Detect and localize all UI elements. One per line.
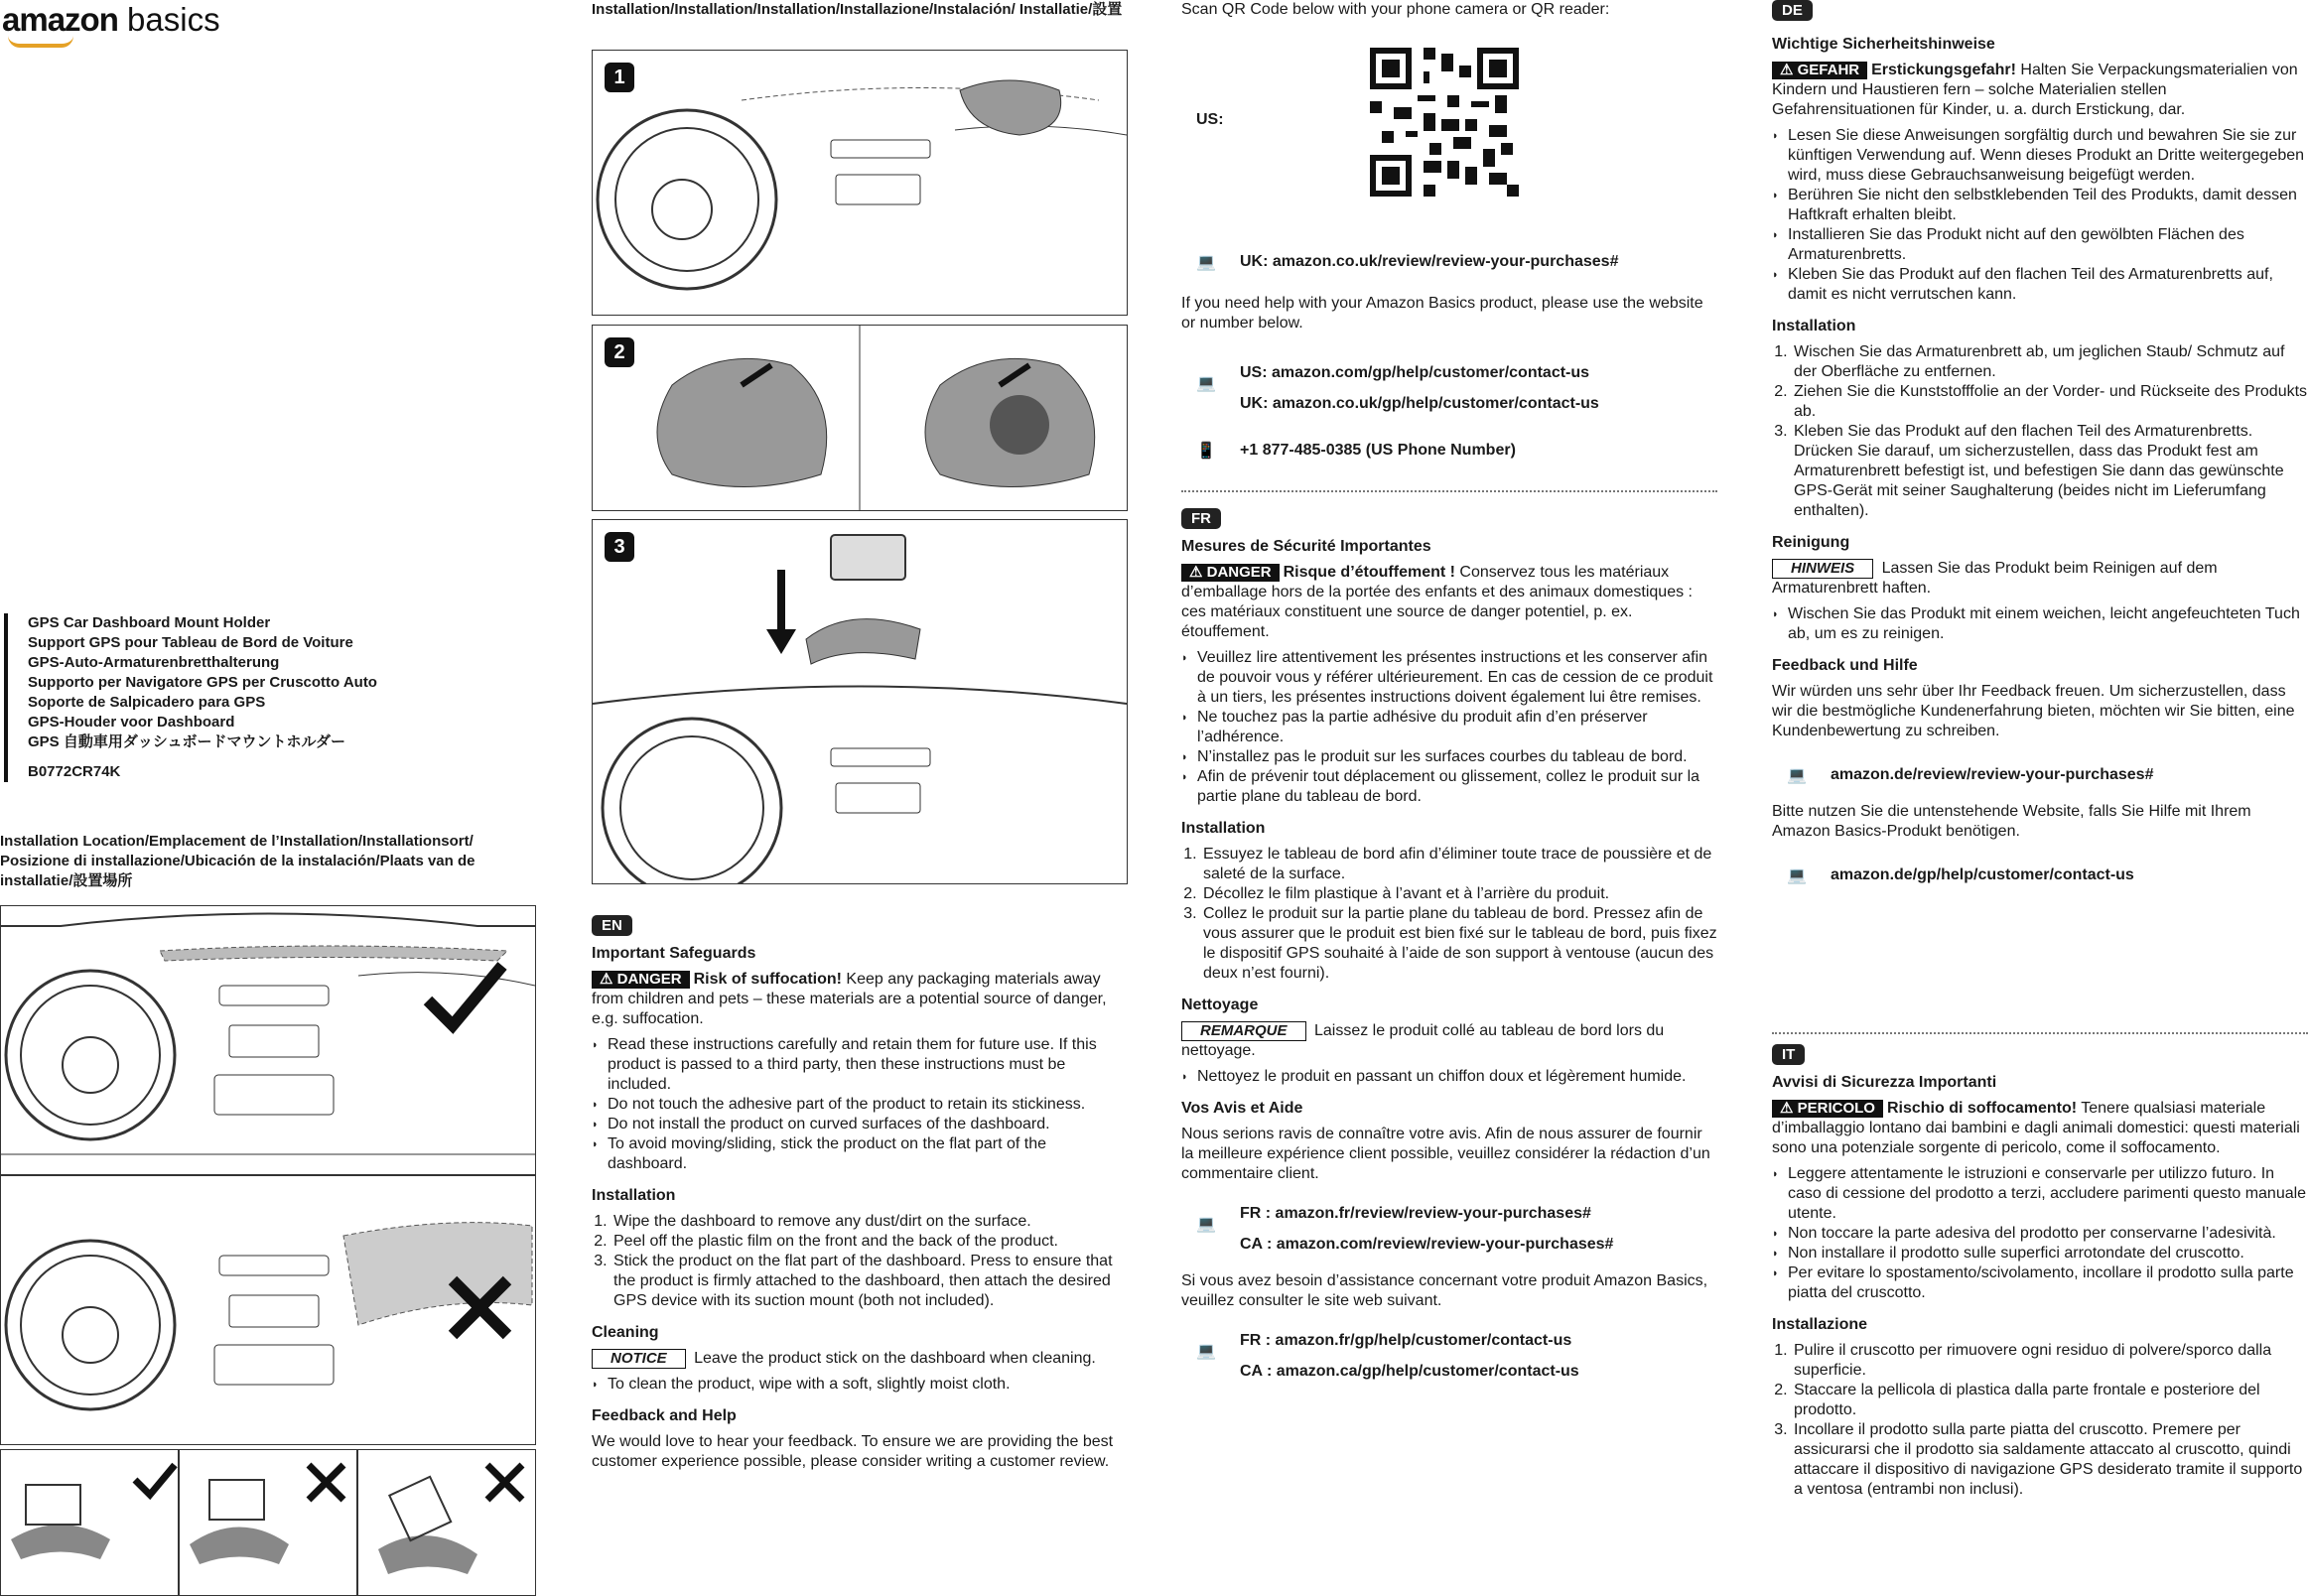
list-item: ◗ Read these instructions carefully and retain them for future use. If this product is passed to a third party, then these instructions must be included. <box>592 1035 1128 1095</box>
laptop-icon: 💻 <box>1787 866 1807 884</box>
list-item: ◗ Non toccare la parte adesiva del prodotto per conservarne l’adesività. <box>1772 1224 2308 1244</box>
danger-title: Rischio di soffocamento! <box>1886 1100 2078 1117</box>
link-text: amazon.de/gp/help/customer/contact-us <box>1831 866 2134 883</box>
safeguard-list <box>1772 126 2308 305</box>
list-item: 2. Décollez le film plastique à l’avant et à l’arrière du produit. <box>1201 884 1717 904</box>
column-contact-fr <box>1181 0 1717 1596</box>
column-cover <box>0 0 541 1596</box>
list-item: 1. Wischen Sie das Armaturenbrett ab, um jeglichen Staub/ Schmutz auf der Oberfläche zu entfernen. <box>1792 342 2308 382</box>
review-links <box>1196 1198 1717 1260</box>
help-text: Si vous avez besoin d’assistance concernant votre produit Amazon Basics, veuillez consulter le site web suivant. <box>1181 1272 1708 1309</box>
contact-block <box>1196 238 1712 285</box>
help-link-group <box>1196 357 1712 419</box>
danger-tag: ⚠ DANGER <box>592 971 690 989</box>
qr-code-icon[interactable] <box>1370 48 1519 197</box>
danger-warning <box>1772 1099 2308 1158</box>
laptop-icon: 💻 <box>1787 766 1807 784</box>
list-item: ◗ N’installez pas le produit sur les surfaces courbes du tableau de bord. <box>1181 747 1717 767</box>
column-de-it <box>1772 0 2308 1596</box>
list-item: 3. Kleben Sie das Produkt auf den flachen Teil des Armaturenbretts. Drücken Sie darauf, um sicherzustellen, dass das Produkt fest am Armaturenbrett befestigt ist, und befestigen Sie dann das gewünschte GPS-Gerät mit seiner Saughalterung (beides nicht im Lieferumfang enthalten). <box>1792 422 2308 521</box>
product-title: Soporte de Salpicadero para GPS <box>28 694 266 711</box>
notice-tag: HINWEIS <box>1772 559 1873 579</box>
installation-subheading: Installation <box>592 1187 676 1204</box>
list-item: 1. Pulire il cruscotto per rimuovere ogni residuo di polvere/sporco dalla superficie. <box>1792 1341 2308 1381</box>
link-text: +1 877-485-0385 (US Phone Number) <box>1240 442 1516 459</box>
list-item: ◗ Veuillez lire attentivement les présentes instructions et les conserver afin de pouvoir vous y référer ultérieurement. En cas de cession de ce produit à un tiers, les présentes instructions doivent également lui être remises. <box>1181 648 1717 708</box>
list-item: ◗ To avoid moving/sliding, stick the product on the flat part of the dashboard. <box>592 1134 1128 1174</box>
qr-region-label: US: <box>1196 111 1224 128</box>
list-item: ◗ Afin de prévenir tout déplacement ou glissement, collez le produit sur la partie plane du tableau de bord. <box>1181 767 1717 807</box>
section-heading: Important Safeguards <box>592 945 756 962</box>
section-it <box>1772 1044 2308 1504</box>
mount-wrong-thumbnail <box>179 1449 357 1596</box>
cleaning-subheading: Cleaning <box>592 1324 659 1341</box>
danger-title: Erstickungsgefahr! <box>1871 62 2016 78</box>
cleaning-subheading: Reinigung <box>1772 534 1850 551</box>
scan-instruction: Scan QR Code below with your phone camera or QR reader: <box>1181 1 1610 18</box>
list-item: 2. Staccare la pellicola di plastica dalla parte frontale e posteriore del prodotto. <box>1792 1381 2308 1420</box>
de-review-link[interactable] <box>1787 759 2308 790</box>
list-item: ◗ To clean the product, wipe with a soft, slightly moist cloth. <box>592 1375 1128 1395</box>
installation-subheading: Installazione <box>1772 1316 1868 1333</box>
product-title: GPS 自動車用ダッシュボードマウントホルダー <box>28 733 345 750</box>
danger-title: Risk of suffocation! <box>693 971 842 988</box>
feedback-subheading: Feedback und Hilfe <box>1772 657 1918 674</box>
product-sku: B0772CR74K <box>28 763 121 780</box>
step-2-illustration <box>592 325 1128 511</box>
feedback-text: Wir würden uns sehr über Ihr Feedback freuen. Um sicherzustellen, dass wir die bestmögliche Kundenerfahrung bieten, möchten wir Sie bitten, eine Kundenbewertung zu schreiben. <box>1772 683 2295 739</box>
mount-wrong-thumbnail <box>357 1449 536 1596</box>
laptop-icon: 💻 <box>1196 375 1216 392</box>
language-badge: DE <box>1772 0 1813 21</box>
installation-steps <box>1181 845 1717 984</box>
danger-tag: ⚠ GEFAHR <box>1772 62 1867 79</box>
product-title: Support GPS pour Tableau de Bord de Voiture <box>28 634 353 651</box>
installation-steps <box>592 1212 1128 1311</box>
list-item: ◗ Lesen Sie diese Anweisungen sorgfältig durch und bewahren Sie sie zur künftigen Verwendung auf. Wenn dieses Produkt an Dritte weitergegeben wird, muss diese Gebrauchsanweisung beigefügt werden. <box>1772 126 2308 186</box>
product-title: GPS Car Dashboard Mount Holder <box>28 614 271 631</box>
mount-correct-thumbnail <box>0 1449 179 1596</box>
ca-help-link[interactable]: CA : amazon.ca/gp/help/customer/contact-us <box>1240 1363 1579 1380</box>
list-item: 2. Ziehen Sie die Kunststofffolie an der Vorder- und Rückseite des Produkts ab. <box>1792 382 2308 422</box>
section-de <box>1772 0 2308 890</box>
language-badge: IT <box>1772 1044 1805 1065</box>
danger-warning <box>592 970 1128 1029</box>
notice <box>1772 559 2308 598</box>
danger-text: Halten Sie Verpackungsmaterialien von Kindern und Haustieren fern – solche Materialien stellen Gefahrensituationen für Kinder, u. a. durch Erstickung, dar. <box>1772 62 2298 118</box>
section-en <box>592 915 1128 1472</box>
list-item: 1. Wipe the dashboard to remove any dust/dirt on the surface. <box>611 1212 1128 1232</box>
installation-subheading: Installation <box>1772 318 1856 334</box>
feedback-text: Nous serions ravis de connaître votre avis. Afin de nous assurer de fournir la meilleure expérience client possible, veuillez considérer la rédaction d’un commentaire client. <box>1181 1126 1710 1182</box>
product-title: Supporto per Navigatore GPS per Cruscotto Auto <box>28 674 377 691</box>
notice-text: Laissez le produit collé au tableau de bord lors du nettoyage. <box>1181 1022 1665 1059</box>
divider <box>1181 490 1717 492</box>
notice <box>1181 1021 1717 1061</box>
safeguard-list <box>1181 648 1717 807</box>
language-badge: EN <box>592 915 632 936</box>
list-item: 2. Peel off the plastic film on the front and the back of the product. <box>611 1232 1128 1252</box>
notice-tag: NOTICE <box>592 1349 686 1369</box>
list-item: ◗ Ne touchez pas la partie adhésive du produit afin d’en préserver l’adhérence. <box>1181 708 1717 747</box>
cloth-icon <box>960 80 1061 135</box>
danger-tag: ⚠ PERICOLO <box>1772 1100 1883 1118</box>
mount-examples <box>0 1449 536 1596</box>
list-item: 3. Incollare il prodotto sulla parte piatta del cruscotto. Premere per assicurarsi che il prodotto sia saldamente attaccato al cruscotto, quindi attaccare il dispositivo di navigazione GPS desiderato tramite il supporto a ventosa (entrambi non inclusi). <box>1792 1420 2308 1500</box>
product-titles <box>4 613 401 782</box>
help-links <box>1196 1325 1717 1387</box>
notice-tag: REMARQUE <box>1181 1021 1306 1041</box>
list-item: ◗ Berühren Sie nicht den selbstklebenden Teil des Produkts, damit dessen Haftkraft erhalten bleibt. <box>1772 186 2308 225</box>
installation-subheading: Installation <box>1181 820 1266 837</box>
laptop-icon: 💻 <box>1196 1216 1216 1233</box>
product-title: GPS-Houder voor Dashboard <box>28 714 235 731</box>
danger-warning <box>1181 563 1717 642</box>
danger-text: Keep any packaging materials away from children and pets – these materials are a potential source of danger, e.g. suffocation. <box>592 971 1107 1027</box>
danger-warning <box>1772 61 2308 120</box>
language-badge: FR <box>1181 508 1221 529</box>
divider <box>1772 1032 2308 1034</box>
laptop-icon: 💻 <box>1196 1343 1216 1360</box>
installation-steps <box>1772 342 2308 521</box>
installation-steps <box>1772 1341 2308 1500</box>
step-number: 1 <box>605 63 634 92</box>
brand-logo: amazon basics <box>2 2 220 38</box>
list-item: ◗ Installieren Sie das Produkt nicht auf den gewölbten Flächen des Armaturenbretts. <box>1772 225 2308 265</box>
help-links <box>1196 357 1712 473</box>
phone-icon: 📱 <box>1196 442 1216 460</box>
notice-text: Lassen Sie das Produkt beim Reinigen auf dem Armaturenbrett haften. <box>1772 560 2218 597</box>
dashboard-correct-illustration <box>0 905 536 1175</box>
feedback-subheading: Vos Avis et Aide <box>1181 1100 1303 1117</box>
list-item: 3. Collez le produit sur la partie plane du tableau de bord. Pressez afin de vous assurer que le produit est bien fixé sur le tableau de bord, puis fixez le dispositif GPS souhaité à l’aide de son support à ventouse (aucun des deux n’est fourni). <box>1201 904 1717 984</box>
installation-heading: Installation/Installation/Installation/Installazione/Instalación/ Installatie/設置 <box>592 1 1123 18</box>
ca-review-link[interactable]: CA : amazon.com/review/review-your-purchases# <box>1240 1236 1614 1253</box>
feedback-text: We would love to hear your feedback. To ensure we are providing the best customer experience possible, please consider writing a customer review. <box>592 1433 1114 1470</box>
list-item: ◗ Nettoyez le produit en passant un chiffon doux et légèrement humide. <box>1181 1067 1717 1087</box>
link-text: amazon.de/review/review-your-purchases# <box>1831 766 2154 783</box>
dashboard-wrong-illustration <box>0 1175 536 1445</box>
step-number: 2 <box>605 337 634 367</box>
uk-help-link[interactable]: UK: amazon.co.uk/gp/help/customer/contact-us <box>1240 395 1599 412</box>
step-number: 3 <box>605 532 634 562</box>
feedback-subheading: Feedback and Help <box>592 1407 737 1424</box>
list-item: ◗ Leggere attentamente le istruzioni e conservarle per utilizzo futuro. In caso di cessione del prodotto a terzi, accludere parimenti questo manuale utente. <box>1772 1164 2308 1224</box>
list-item: ◗ Non installare il prodotto sulle superfici arrotondate del cruscotto. <box>1772 1244 2308 1264</box>
phone-link[interactable] <box>1196 435 1712 466</box>
section-heading: Wichtige Sicherheitshinweise <box>1772 36 1995 53</box>
notice <box>592 1349 1128 1369</box>
safeguard-list <box>592 1035 1128 1174</box>
us-help-link[interactable]: US: amazon.com/gp/help/customer/contact-us <box>1240 364 1590 381</box>
list-item: 1. Essuyez le tableau de bord afin d’éliminer toute trace de poussière et de saleté de la surface. <box>1201 845 1717 884</box>
location-heading: Installation Location/Emplacement de l’Installation/Installationsort/ Posizione di installazione/Ubicación de la instalación/Plaats van de installatie/設置場所 <box>0 833 475 889</box>
danger-text: Tenere qualsiasi materiale d’imballaggio lontano dai bambini e dagli animali domestici: questi materiali sono una potenziale sorgente di pericolo, come il soffocamento. <box>1772 1100 2300 1156</box>
list-item: ◗ Do not touch the adhesive part of the product to retain its stickiness. <box>592 1095 1128 1115</box>
danger-text: Conservez tous les matériaux d’emballage hors de la portée des enfants et des animaux domestiques : ces matériaux constituent une source de danger potentiel, p. ex. étouffement. <box>1181 564 1693 640</box>
section-heading: Mesures de Sécurité Importantes <box>1181 538 1431 555</box>
fr-review-link[interactable]: FR : amazon.fr/review/review-your-purchases# <box>1240 1205 1591 1222</box>
link-text: UK: amazon.co.uk/review/review-your-purchases# <box>1240 253 1619 270</box>
list-item: ◗ Do not install the product on curved surfaces of the dashboard. <box>592 1115 1128 1134</box>
step-3-illustration <box>592 519 1128 884</box>
danger-title: Risque d’étouffement ! <box>1283 564 1455 581</box>
column-installation-en <box>592 0 1128 1596</box>
step-1-illustration <box>592 50 1128 316</box>
list-item: ◗ Wischen Sie das Produkt mit einem weichen, leicht angefeuchteten Tuch ab, um es zu reinigen. <box>1772 604 2308 644</box>
help-text: If you need help with your Amazon Basics product, please use the website or number below. <box>1181 295 1703 332</box>
help-text: Bitte nutzen Sie die untenstehende Website, falls Sie Hilfe mit Ihrem Amazon Basics-Produkt benötigen. <box>1772 803 2251 840</box>
notice-text: Leave the product stick on the dashboard when cleaning. <box>689 1350 1096 1367</box>
danger-tag: ⚠ DANGER <box>1181 564 1280 582</box>
cleaning-subheading: Nettoyage <box>1181 997 1259 1013</box>
list-item: 3. Stick the product on the flat part of the dashboard. Press to ensure that the product is firmly attached to the dashboard, then attach the desired GPS device with its suction mount (both not included). <box>611 1252 1128 1311</box>
list-item: ◗ Per evitare lo spostamento/scivolamento, incollare il prodotto sulla parte piatta del cruscotto. <box>1772 1264 2308 1303</box>
fr-help-link[interactable]: FR : amazon.fr/gp/help/customer/contact-us <box>1240 1332 1572 1349</box>
list-item: ◗ Kleben Sie das Produkt auf den flachen Teil des Armaturenbretts auf, damit es nicht verrutschen kann. <box>1772 265 2308 305</box>
uk-review-link[interactable] <box>1196 246 1712 277</box>
section-fr <box>1181 508 1717 1387</box>
laptop-icon: 💻 <box>1196 253 1216 271</box>
de-help-link[interactable] <box>1787 860 2308 890</box>
section-heading: Avvisi di Sicurezza Importanti <box>1772 1074 1997 1091</box>
safeguard-list <box>1772 1164 2308 1303</box>
product-title: GPS-Auto-Armaturenbretthalterung <box>28 654 280 671</box>
